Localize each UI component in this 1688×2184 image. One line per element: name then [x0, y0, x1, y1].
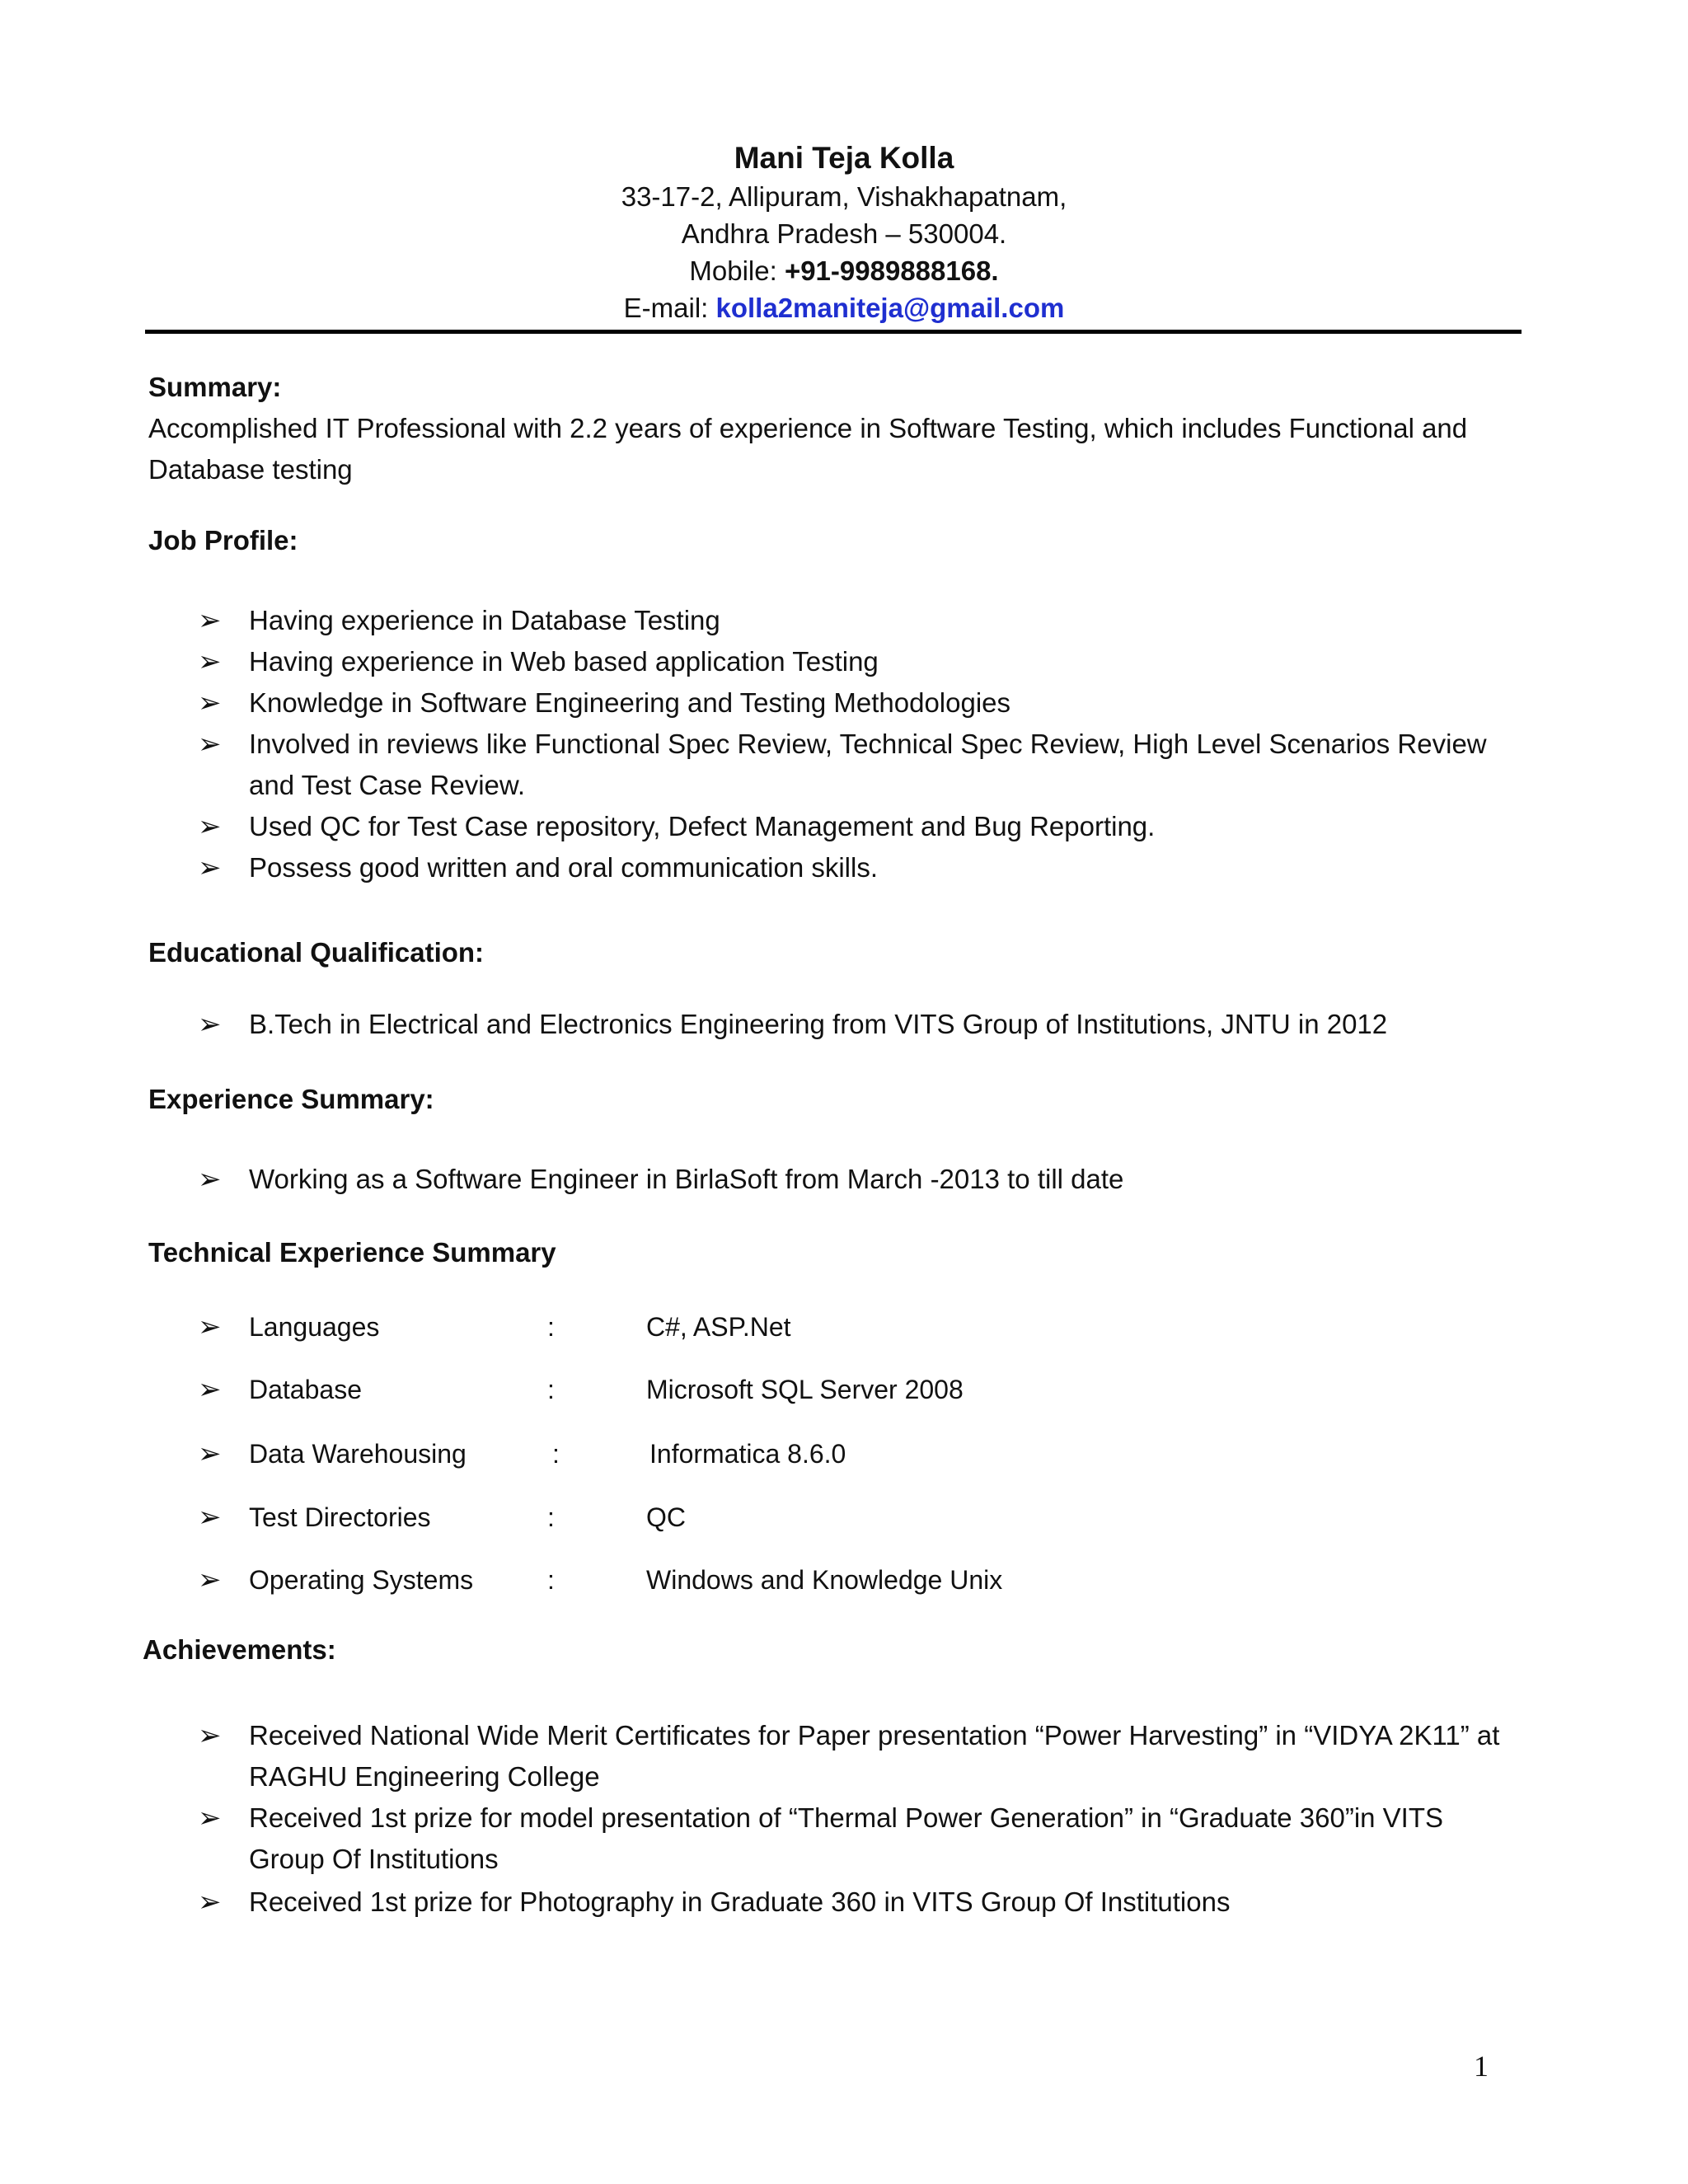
list-item: ➢ Having experience in Web based application Testing [198, 641, 1525, 682]
bullet-arrow-icon: ➢ [198, 1374, 222, 1405]
bullet-arrow-icon: ➢ [198, 1502, 222, 1533]
education-heading: Educational Qualification: [148, 937, 485, 968]
list-item: ➢ Involved in reviews like Functional Spec Review, Technical Spec Review, High Level Scenarios Review and Test Case Review. [198, 724, 1525, 806]
list-item: ➢ Used QC for Test Case repository, Defect Management and Bug Reporting. [198, 806, 1525, 847]
header-divider [145, 330, 1522, 334]
list-item: ➢ B.Tech in Electrical and Electronics Engineering from VITS Group of Institutions, JNTU in 2012 [198, 1004, 1525, 1045]
resume-page: Mani Teja Kolla 33-17-2, Allipuram, Vishakhapatnam, Andhra Pradesh – 530004. Mobile: +91-9989888168. E-mail: kolla2maniteja@gmail.com Summary: Accomplished IT Professional with 2.2 years of experience in Software Testing, which includes Functional and Database testing Job Profile: ➢ Having experience in Database Testing ➢ Having experience in Web based application Testing ➢ Knowledge in Software Engineering and Testing Methodologies ➢ Involved in reviews like Functional Spec Review, Technical Spec Review, High Level Scenarios Review and Test Case Review. ➢ Used QC for Test Case repository, Defect Management and Bug Reporting. ➢ Possess good written and oral communication skills. Educational Qualification: ➢ B.Tech in Electrical and Electronics Engineering from VITS Group of Institutions, JNTU in 2012 Experience Summary: ➢ Working as a Software Engineer in BirlaSoft from March -2013 to till date Technical Experience Summary ➢ Languages : C#, ASP.Net ➢ Database : Microsoft SQL Server 2008 ➢ Data Warehousing : Informatica 8.6.0 ➢ Test Directories : QC ➢ Operating Systems : Windows and Knowledge Unix Achievements: ➢ Received National Wide Merit Certificates for Paper presentation “Power Harvesting” in “VIDYA 2K11” at RAGHU Engineering College ➢ Received 1st prize for model presentation of “Thermal Power Generation” in “Graduate 360”in VITS Group Of Institutions ➢ Received 1st prize for Photography in Graduate 360 in VITS Group Of Institutions 1 [0, 0, 1688, 2184]
technical-heading: Technical Experience Summary [148, 1237, 556, 1268]
bullet-arrow-icon: ➢ [198, 1564, 222, 1596]
list-item: ➢ Working as a Software Engineer in BirlaSoft from March -2013 to till date [198, 1159, 1525, 1200]
email-link[interactable]: kolla2maniteja@gmail.com [715, 293, 1065, 323]
bullet-arrow-icon: ➢ [198, 729, 222, 760]
bullet-arrow-icon: ➢ [198, 1802, 222, 1834]
bullet-arrow-icon: ➢ [198, 1009, 222, 1040]
list-item: ➢ Possess good written and oral communication skills. [198, 847, 1525, 888]
bullet-arrow-icon: ➢ [198, 687, 222, 719]
email-label: E-mail: [623, 293, 716, 323]
experience-heading: Experience Summary: [148, 1084, 434, 1114]
candidate-name: Mani Teja Kolla [734, 141, 954, 175]
bullet-arrow-icon: ➢ [198, 811, 222, 842]
list-item: ➢ Received National Wide Merit Certificates for Paper presentation “Power Harvesting” in “VIDYA 2K11” at RAGHU Engineering College [198, 1715, 1525, 1797]
summary-text: Accomplished IT Professional with 2.2 years of experience in Software Testing, which includes Functional and Database testing [148, 413, 1468, 485]
mobile-line [0, 252, 1688, 289]
bullet-arrow-icon: ➢ [198, 646, 222, 677]
address-line-2: Andhra Pradesh – 530004. [681, 218, 1007, 249]
bullet-arrow-icon: ➢ [198, 1311, 222, 1343]
bullet-arrow-icon: ➢ [198, 1438, 222, 1469]
list-item: ➢ Knowledge in Software Engineering and Testing Methodologies [198, 682, 1525, 724]
bullet-arrow-icon: ➢ [198, 1886, 222, 1918]
bullet-arrow-icon: ➢ [198, 605, 222, 636]
bullet-arrow-icon: ➢ [198, 1720, 222, 1751]
list-item: ➢ Received 1st prize for Photography in Graduate 360 in VITS Group Of Institutions [198, 1882, 1525, 1923]
email-line [0, 289, 1688, 326]
summary-heading: Summary: [148, 372, 282, 402]
achievements-heading: Achievements: [143, 1634, 336, 1665]
address-line-1: 33-17-2, Allipuram, Vishakhapatnam, [621, 181, 1067, 212]
list-item: ➢ Having experience in Database Testing [198, 600, 1525, 641]
mobile-label: Mobile: [689, 255, 785, 286]
job-profile-heading: Job Profile: [148, 525, 298, 555]
bullet-arrow-icon: ➢ [198, 1164, 222, 1195]
resume-header [0, 138, 1688, 326]
page-number: 1 [1474, 2050, 1489, 2083]
bullet-arrow-icon: ➢ [198, 852, 222, 883]
mobile-number: +91-9989888168. [784, 255, 999, 286]
list-item: ➢ Received 1st prize for model presentation of “Thermal Power Generation” in “Graduate 360”in VITS Group Of Institutions [198, 1797, 1525, 1880]
